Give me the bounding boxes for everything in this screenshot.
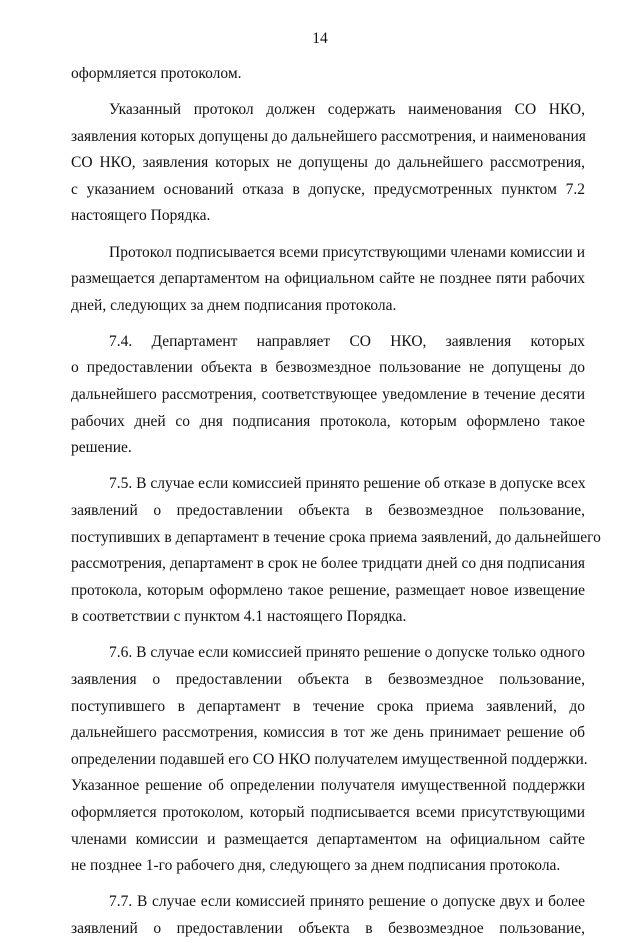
document-body bbox=[71, 61, 601, 942]
text-line: рабочих дней со дня подписания протокола, которым оформлено такое bbox=[71, 412, 585, 430]
paragraph bbox=[71, 640, 588, 879]
text-line: 7.6. В случае если комиссией принято решение о допуске только одного bbox=[109, 644, 585, 662]
text-line: членами комиссии и размещается департаментом на официальном сайте bbox=[71, 830, 585, 848]
text-line: Указанное решение об определении получателя имущественной поддержки bbox=[71, 777, 585, 795]
text-line: дальнейшего рассмотрения, комиссия в тот же день принимает решение об bbox=[71, 724, 585, 742]
paragraph bbox=[71, 97, 585, 230]
text-line: размещается департаментом на официальном сайте не позднее пяти рабочих bbox=[71, 270, 585, 288]
text-line: не позднее 1-го рабочего дня, следующего за днем подписания протокола. bbox=[71, 857, 561, 875]
text-line: 7.5. В случае если комиссией принято решение об отказе в допуске всех bbox=[109, 475, 586, 493]
text-line: поступившего в департамент в течение срока приема заявлений, до bbox=[71, 697, 585, 715]
text-line: с указанием оснований отказа в допуске, предусмотренных пунктом 7.2 bbox=[71, 180, 585, 198]
text-line: о предоставлении объекта в безвозмездное пользование не допущены до bbox=[71, 359, 585, 377]
text-line: определении подавшей его СО НКО получателем имущественной поддержки. bbox=[71, 750, 588, 768]
paragraph bbox=[71, 471, 601, 631]
text-line: оформляется протоколом. bbox=[71, 65, 242, 82]
text-line: решение. bbox=[71, 439, 132, 457]
text-line: заявлений о предоставлении объекта в безвозмездное пользование, bbox=[71, 919, 585, 937]
text-line: в соответствии с пунктом 4.1 настоящего Порядка. bbox=[71, 608, 407, 626]
text-line: Указанный протокол должен содержать наименования СО НКО, bbox=[109, 101, 585, 119]
text-line: рассмотрения, департамент в срок не более тридцати дней со дня подписания bbox=[71, 555, 585, 573]
text-line: заявления о предоставлении объекта в безвозмездное пользование, bbox=[71, 670, 585, 688]
text-line: 7.4. Департамент направляет СО НКО, заявления которых bbox=[109, 332, 585, 350]
text-line: оформляется протоколом, который подписывается всеми присутствующими bbox=[71, 803, 585, 821]
text-line: Протокол подписывается всеми присутствующими членами комиссии и bbox=[109, 243, 585, 261]
text-line: дней, следующих за днем подписания протокола. bbox=[71, 296, 397, 314]
text-line: поступивших в департамент в течение срока приема заявлений, до дальнейшего bbox=[71, 528, 601, 546]
text-line: СО НКО, заявления которых не допущены до дальнейшего рассмотрения, bbox=[71, 154, 585, 172]
paragraph bbox=[71, 240, 585, 320]
text-line: заявлений о предоставлении объекта в безвозмездное пользование, bbox=[71, 501, 585, 519]
text-line: заявления которых допущены до дальнейшего рассмотрения, и наименования bbox=[71, 127, 586, 145]
paragraph bbox=[71, 329, 585, 462]
text-line: 7.7. В случае если комиссией принято решение о допуске двух и более bbox=[109, 893, 585, 911]
text-line: настоящего Порядка. bbox=[71, 207, 211, 225]
paragraph bbox=[71, 889, 585, 942]
text-line: дальнейшего рассмотрения, соответствующее уведомление в течение десяти bbox=[71, 386, 585, 404]
text-line: протокола, которым оформлено такое решение, размещает новое извещение bbox=[71, 581, 585, 599]
paragraph bbox=[71, 61, 585, 88]
page-number: 14 bbox=[312, 30, 328, 47]
